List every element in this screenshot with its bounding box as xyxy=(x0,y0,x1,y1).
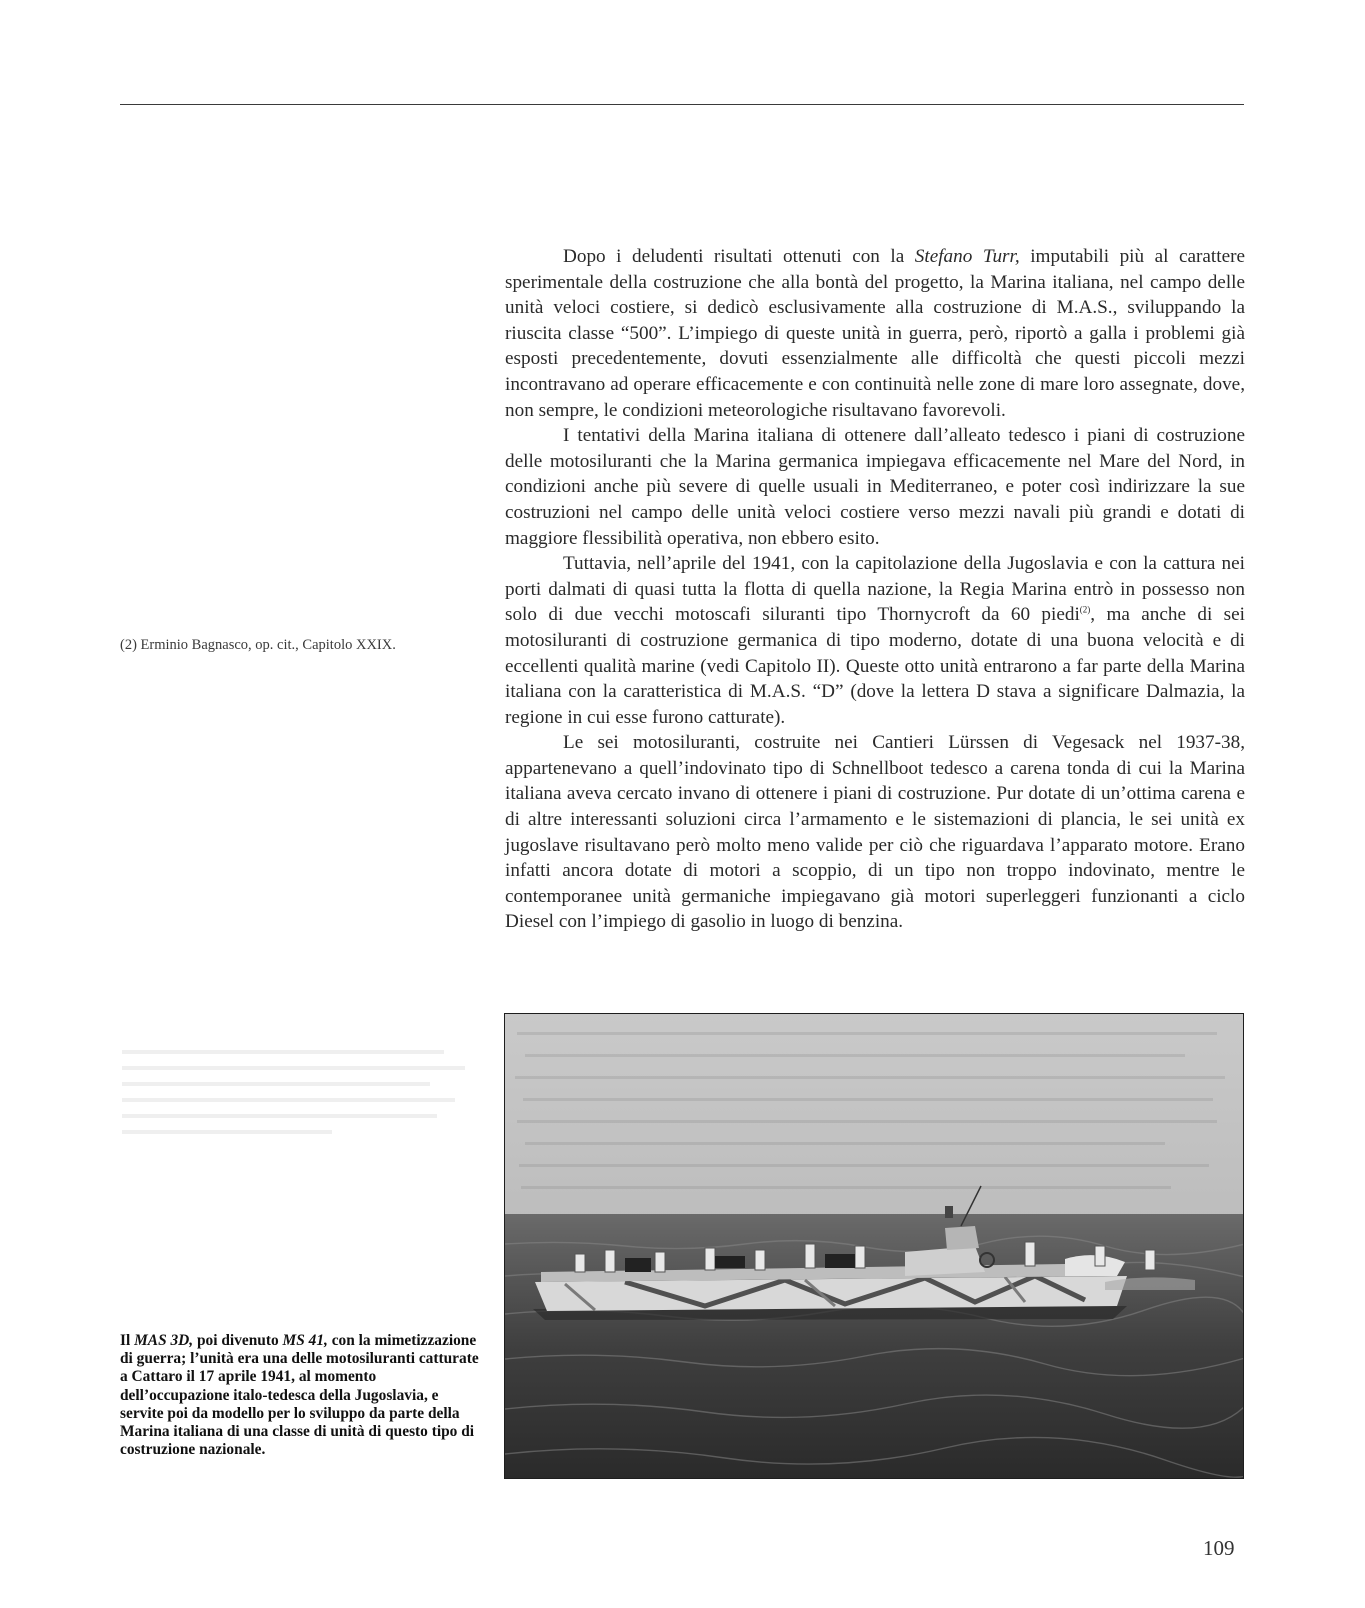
paragraph-4: Le sei motosiluranti, costruite nei Cantieri Lürssen di Vegesack nel 1937-38, appartenevano a quell’indovinato tipo di Schnellboot tedesco a carena tonda di cui la Marina italiana aveva cercato invano di ottenere i piani di costruzione. Pur dotate di un’ottima carena e di altre interessanti soluzioni circa l’armamento e le sistemazioni di plancia, le sei unità ex jugoslave risultavano però molto meno valide per ciò che riguardava l’apparato motore. Erano infatti ancora dotate di motori a scoppio, di un tipo non troppo indovinato, mentre le contemporanee unità germaniche impiegavano già motori superleggeri funzionanti a ciclo Diesel con l’impiego di gasolio in luogo di benzina. xyxy=(505,732,1245,933)
paragraph-1: Dopo i deludenti risultati ottenuti con la Stefano Turr, imputabili più al carattere sperimentale della costruzione che alla bontà del progetto, la Marina italiana, nel campo delle unità veloci costiere, si dedicò esclusivamente alla costruzione di M.A.S., sviluppando la riuscita classe “500”. L’impiego di queste unità in guerra, però, riportò a galla i problemi già esposti precedentemente, dovuti essenzialmente alle difficoltà che questi piccoli mezzi incontravano ad operare efficacemente e con continuità nelle zone di mare loro assegnate, dove, non sempre, le condizioni meteorologiche risultavano favorevoli. xyxy=(505,246,1245,421)
page-number: 109 xyxy=(1203,1536,1235,1560)
caption-italic-ms: MS 41, xyxy=(282,1332,328,1349)
footnote: (2) Erminio Bagnasco, op. cit., Capitolo XXIX. xyxy=(120,637,396,653)
footnote-reference[interactable]: (2) xyxy=(1079,604,1091,615)
photo-mas-3d xyxy=(504,1013,1244,1479)
paragraph-2: I tentativi della Marina italiana di ottenere dall’alleato tedesco i piani di costruzione delle motosiluranti che la Marina germanica impiegava efficacemente nel Mare del Nord, in condizioni anche più severe di quelle usuali in Mediterraneo, e poter così indirizzare la sue costruzioni nel campo delle unità veloci costiere verso mezzi navali più grandi e dotati di maggiore flessibilità operativa, non ebbero esito. xyxy=(505,425,1245,549)
body-text xyxy=(505,244,1245,935)
boat-photograph xyxy=(505,1014,1244,1479)
paragraph-3: Tuttavia, nell’aprile del 1941, con la capitolazione della Jugoslavia e con la cattura nei porti dalmati di quasi tutta la flotta di quella nazione, la Regia Marina entrò in possesso non solo di due vecchi motoscafi siluranti tipo Thornycroft da 60 piedi$^{(2)}$, ma anche di sei motosiluranti di costruzione germanica di tipo moderno, dotate di una buona velocità e di eccellenti qualità marine (vedi Capitolo II). Queste otto unità entrarono a far parte della Marina italiana con la caratteristica di M.A.S. “D” (dove la lettera D stava a significare Dalmazia, la regione in cui esse furono catturate). xyxy=(505,553,1245,728)
caption-italic-mas: MAS 3D, xyxy=(134,1332,194,1349)
ship-name-italic: Stefano Turr, xyxy=(914,246,1020,267)
photo-caption: Il MAS 3D, poi divenuto MS 41, con la mimetizzazione di guerra; l’unità era una delle motosiluranti catturate a Cattaro il 17 aprile 1941, al momento dell’occupazione italo-tedesca della Jugoslavia, e servite poi da modello per lo sviluppo da parte della Marina italiana di una classe di unità di questo tipo di costruzione nazionale. xyxy=(120,1332,479,1459)
show-through-texture xyxy=(122,1050,472,1220)
header-rule xyxy=(120,104,1244,105)
